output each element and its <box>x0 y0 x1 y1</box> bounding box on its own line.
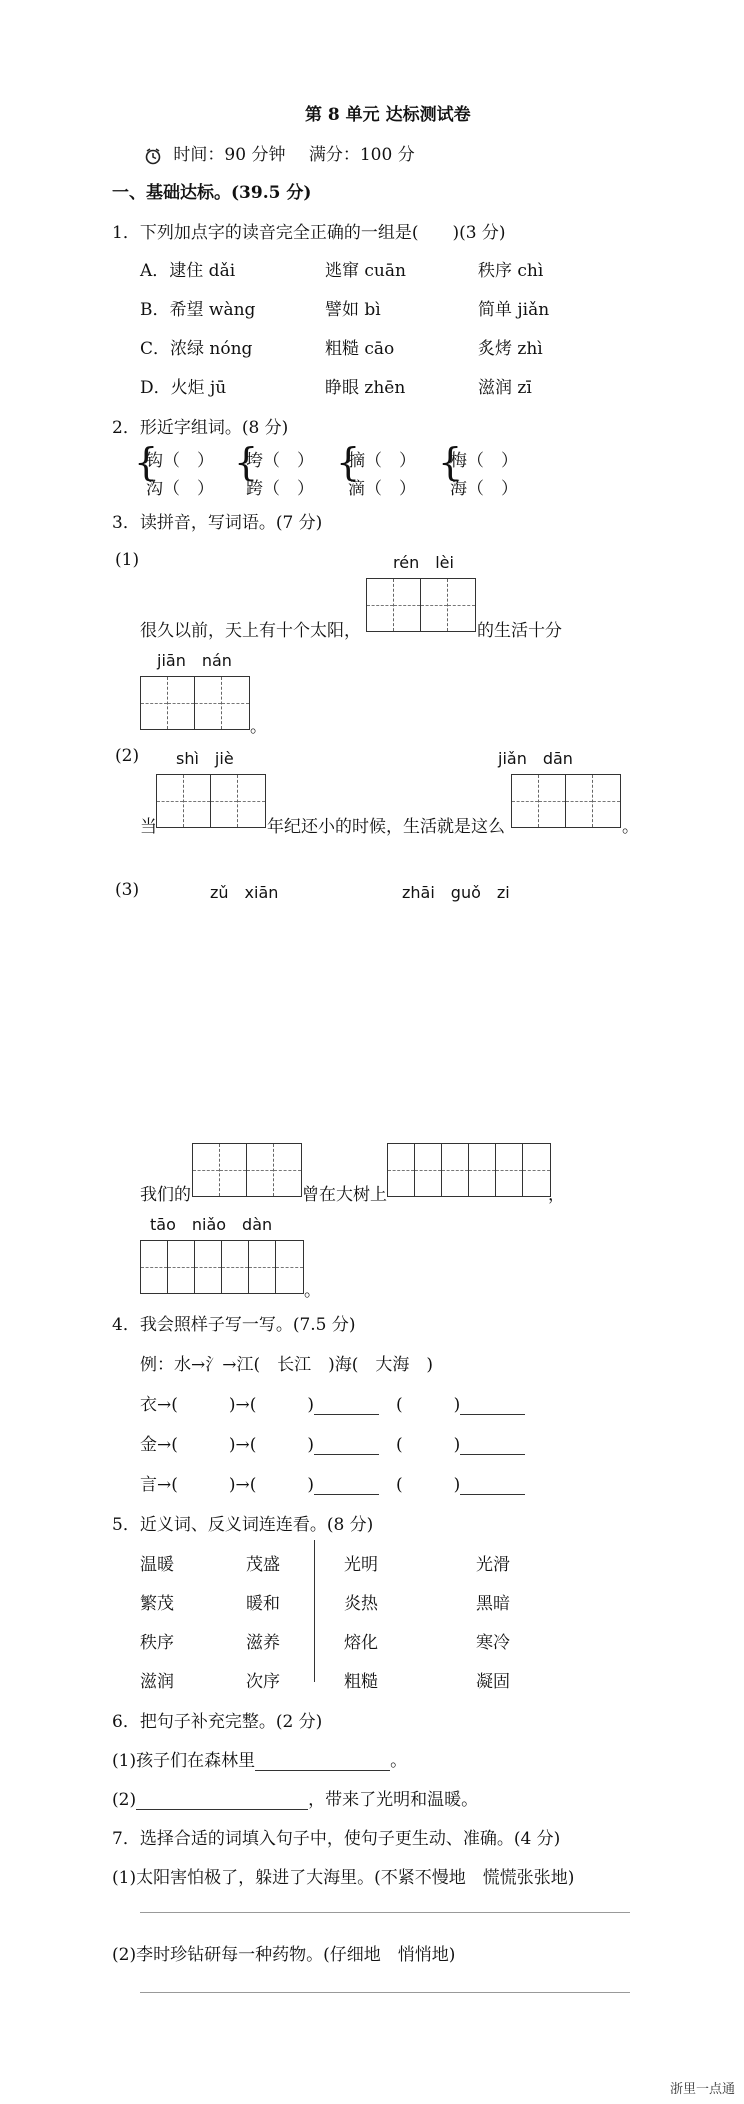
q5-word: 暖和 <box>246 1594 280 1614</box>
blank-line[interactable] <box>314 1414 379 1415</box>
watermark: 浙里一点通 <box>670 2082 736 2097</box>
q2-word: 垮（ ） <box>246 451 314 471</box>
q4-row-label: 金→( )→( ) <box>140 1435 315 1455</box>
q5-word: 秩序 <box>140 1633 174 1653</box>
q3-p1-end: 。 <box>250 717 267 737</box>
q1-option-a-3: 秩序 chì <box>478 261 544 281</box>
q5-word: 温暖 <box>140 1555 174 1575</box>
q4-row-3 <box>140 1470 525 1495</box>
q3-p3-text-a: 我们的 <box>140 1185 191 1205</box>
q1-option-d-1: D．火炬 jū <box>140 378 227 398</box>
q3-p2-end: 。 <box>622 817 639 837</box>
clock-icon <box>144 147 162 165</box>
q3-p3-end: 。 <box>304 1281 321 1301</box>
q2-word: 沟（ ） <box>146 479 214 499</box>
q5-word: 滋养 <box>246 1633 280 1653</box>
q1-stem: 1．下列加点字的读音完全正确的一组是( )(3 分) <box>112 223 506 243</box>
q3-p2-num: (2) <box>115 746 140 766</box>
brace-icon: { <box>336 440 361 484</box>
page-title: 第 8 单元 达标测试卷 <box>305 105 471 125</box>
q5-word: 光滑 <box>476 1555 510 1575</box>
q5-word: 炎热 <box>344 1594 378 1614</box>
q5-word: 粗糙 <box>344 1672 378 1692</box>
blank-line[interactable] <box>460 1414 525 1415</box>
q1-option-c-3: 炙烤 zhì <box>478 339 543 359</box>
brace-icon: { <box>438 440 463 484</box>
q3-p1-text-a: 很久以前，天上有十个太阳， <box>140 621 361 641</box>
answer-grid <box>511 774 621 828</box>
q1-option-d-2: 睁眼 zhēn <box>325 378 406 398</box>
brace-icon: { <box>234 440 259 484</box>
q1-option-b-1: B．希望 wàng <box>140 300 256 320</box>
paren-blank: ( ) <box>396 1475 461 1495</box>
pinyin-zhaiguozi: zhāi guǒ zi <box>402 883 510 902</box>
q3-p2-text-a: 当 <box>140 817 157 837</box>
q4-stem: 4．我会照样子写一写。(7.5 分) <box>112 1315 356 1335</box>
section-title: 一、基础达标。(39.5 分) <box>112 183 312 203</box>
blank-line[interactable] <box>460 1494 525 1495</box>
answer-grid <box>192 1143 302 1197</box>
q3-stem: 3．读拼音，写词语。(7 分) <box>112 513 323 533</box>
q7-sentence-2: (2)李时珍钻研每一种药物。(仔细地 悄悄地) <box>112 1945 456 1965</box>
q4-row-label: 衣→( )→( ) <box>140 1395 315 1415</box>
pinyin-jiandan: jiǎn dān <box>498 749 573 768</box>
q3-p3-num: (3) <box>115 880 140 900</box>
blank-line[interactable] <box>314 1494 379 1495</box>
q3-p1-num: (1) <box>115 550 140 570</box>
q4-row-1 <box>140 1390 525 1415</box>
q2-word: 梅（ ） <box>450 451 518 471</box>
q6-s1-start: (1)孩子们在森林里 <box>112 1751 256 1771</box>
answer-line[interactable] <box>140 1992 630 1993</box>
pinyin-taoniaodan: tāo niǎo dàn <box>150 1215 273 1234</box>
q4-row-label: 言→( )→( ) <box>140 1475 315 1495</box>
q5-stem: 5．近义词、反义词连连看。(8 分) <box>112 1515 374 1535</box>
score-label: 满分：100 分 <box>308 145 415 165</box>
q3-p3-text-b: 曾在大树上 <box>302 1185 387 1205</box>
q4-example: 例：水→氵→江( 长江 )海( 大海 ) <box>140 1355 434 1375</box>
q5-word: 凝固 <box>476 1672 510 1692</box>
pinyin-jiannan: jiān nán <box>157 651 232 670</box>
blank-line[interactable] <box>136 1809 308 1810</box>
q1-option-d-3: 滋润 zī <box>478 378 532 398</box>
pinyin-zuxian: zǔ xiān <box>210 883 279 902</box>
blank-line[interactable] <box>460 1454 525 1455</box>
q6-stem: 6．把句子补充完整。(2 分) <box>112 1712 323 1732</box>
q5-word: 繁茂 <box>140 1594 174 1614</box>
pinyin-renlei: rén lèi <box>393 553 454 572</box>
blank-line[interactable] <box>255 1770 390 1771</box>
answer-grid <box>140 676 250 730</box>
q1-option-a-1: A．逮住 dǎi <box>140 261 236 281</box>
q1-option-b-2: 譬如 bì <box>325 300 381 320</box>
time-score-line <box>144 140 415 165</box>
q1-option-b-3: 简单 jiǎn <box>478 300 550 320</box>
blank-line[interactable] <box>314 1454 379 1455</box>
q1-option-c-1: C．浓绿 nóng <box>140 339 253 359</box>
answer-line[interactable] <box>140 1912 630 1913</box>
time-label: 时间：90 分钟 <box>173 145 286 165</box>
q5-word: 光明 <box>344 1555 378 1575</box>
q3-p2-text-b: 年纪还小的时候，生活就是这么 <box>267 817 505 837</box>
answer-grid <box>140 1240 304 1294</box>
answer-grid <box>156 774 266 828</box>
answer-grid <box>387 1143 551 1197</box>
q2-word: 滴（ ） <box>348 479 416 499</box>
q5-word: 黑暗 <box>476 1594 510 1614</box>
pinyin-shijie: shì jiè <box>176 749 234 768</box>
q2-word: 海（ ） <box>450 479 518 499</box>
q5-word: 茂盛 <box>246 1555 280 1575</box>
q2-word: 跨（ ） <box>246 479 314 499</box>
q2-word: 摘（ ） <box>348 451 416 471</box>
brace-icon: { <box>134 440 159 484</box>
answer-grid <box>366 578 476 632</box>
q7-sentence-1: (1)太阳害怕极了，躲进了大海里。(不紧不慢地 慌慌张张地) <box>112 1868 575 1888</box>
q6-s2-end: ，带来了光明和温暖。 <box>308 1790 479 1810</box>
q5-word: 滋润 <box>140 1672 174 1692</box>
q3-p3-comma: ， <box>548 1185 565 1205</box>
q3-p1-text-b: 的生活十分 <box>477 621 562 641</box>
q7-stem: 7．选择合适的词填入句子中，使句子更生动、准确。(4 分) <box>112 1829 561 1849</box>
q4-row-2 <box>140 1430 525 1455</box>
q2-word: 钩（ ） <box>146 451 214 471</box>
q1-option-a-2: 逃窜 cuān <box>325 261 406 281</box>
q6-sentence-2 <box>112 1785 478 1810</box>
q6-s2-start: (2) <box>112 1790 137 1810</box>
divider <box>314 1540 315 1682</box>
q6-s1-end: 。 <box>390 1751 408 1771</box>
q5-word: 次序 <box>246 1672 280 1692</box>
q2-stem: 2．形近字组词。(8 分) <box>112 418 289 438</box>
paren-blank: ( ) <box>396 1395 461 1415</box>
paren-blank: ( ) <box>396 1435 461 1455</box>
q1-option-c-2: 粗糙 cāo <box>325 339 395 359</box>
q6-sentence-1 <box>112 1746 407 1771</box>
q5-word: 寒冷 <box>476 1633 510 1653</box>
q5-word: 熔化 <box>344 1633 378 1653</box>
